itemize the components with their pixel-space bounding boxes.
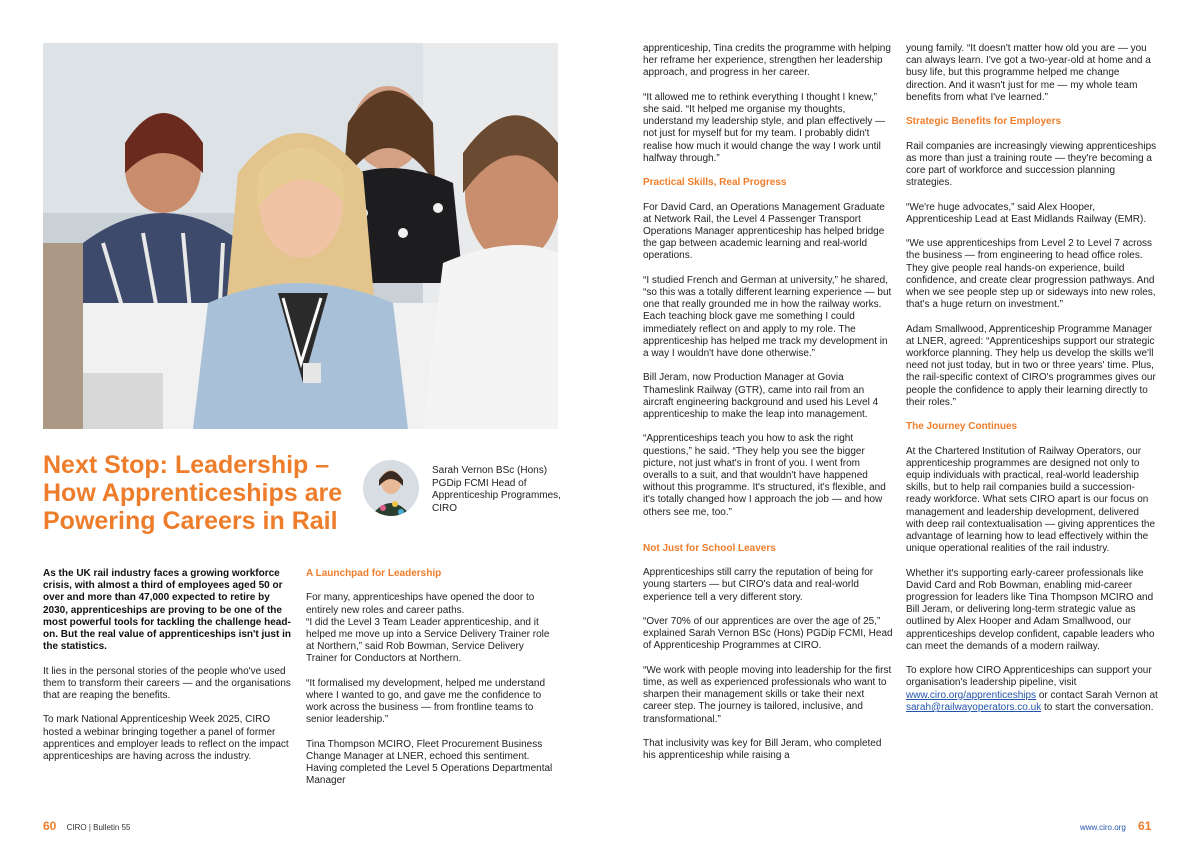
paragraph: For David Card, an Operations Management Graduate at Network Rail, the Level 4 Passenger Transport Operations Manager apprenticeship has helped bridge the gap between academic learning and real-world operations. bbox=[643, 201, 885, 262]
paragraph: Adam Smallwood, Apprenticeship Programme Manager at LNER, agreed: “Apprenticeships support our strategic workforce planning. They help us develop the skills we'll need not just today, but in two or three years' time. Plus, the rail-specific context of CIRO's programmes gives our people the confidence to apply their learning directly to their roles.” bbox=[906, 323, 1156, 408]
paragraph: For many, apprenticeships have opened the door to entirely new roles and career paths. bbox=[306, 592, 535, 616]
paragraph: “Apprenticeships teach you how to ask the right questions,” he said. “They help you see the bigger picture, not just what's in front of you. I went from overalls to a suit, and that wouldn't have happened without this programme. It's structured, it's flexible, and it's totally changed how I approach the job — and how others see me, too.” bbox=[643, 433, 886, 518]
paragraph: Whether it's supporting early-career professionals like David Card and Rob Bowman, enabling mid-career progression for leaders like Tina Thompson MCIRO and Bill Jeram, or delivering long-term strategic value as outlined by Alex Hooper and Adam Smallwood, our apprenticeships develop confident, capable leaders who can meet the demands of a modern railway. bbox=[906, 567, 1155, 652]
paragraph: Tina Thompson MCIRO, Fleet Procurement Business Change Manager at LNER, echoed this sentiment. Having completed the Level 5 Operations Departmental Manager bbox=[306, 738, 553, 787]
paragraph: “It formalised my development, helped me understand where I wanted to go, and gave me the confidence to work across the business — from frontline teams to senior leadership.” bbox=[306, 677, 546, 726]
paragraph: young family. “It doesn't matter how old you are — you can always learn. I've got a two-year-old at home and a busy life, but this programme helped me change direction. And it wasn't just for me — my whole team benefits from what I've learned.” bbox=[906, 43, 1151, 103]
section-heading: Practical Skills, Real Progress bbox=[643, 177, 787, 189]
column-3 bbox=[643, 43, 893, 775]
section-heading: A Launchpad for Leadership bbox=[306, 568, 442, 579]
paragraph: “It allowed me to rethink everything I thought I knew,” she said. “It helped me organise my thoughts, understand my leadership style, and plan effectively — not just for myself but for my team. I probably didn't realise how much it would change the way I work until halfway through.” bbox=[643, 91, 886, 164]
paragraph: “Over 70% of our apprentices are over the age of 25,” explained Sarah Vernon BSc (Hons) PGDip FCMI, Head of Apprenticeship Programmes at CIRO. bbox=[643, 616, 893, 652]
paragraph: It lies in the personal stories of the people who've used them to transform their careers — and the organisations that are reaping the benefits. bbox=[43, 665, 291, 702]
author-caption: Sarah Vernon BSc (Hons) PGDip FCMI Head of Apprenticeship Programmes, CIRO bbox=[432, 465, 561, 514]
paragraph: To mark National Apprenticeship Week 2025, CIRO hosted a webinar bringing together a panel of former apprentices and employer leads to reflect on the impact apprenticeships are having across the industry. bbox=[43, 714, 289, 763]
closing-paragraph bbox=[906, 665, 1158, 714]
page-number-right: 61 bbox=[1138, 819, 1152, 833]
section-heading: Strategic Benefits for Employers bbox=[906, 116, 1062, 128]
paragraph: At the Chartered Institution of Railway Operators, our apprenticeship programmes are designed not only to equip individuals with practical, real-world leadership skills, but to help rail companies build a succession-ready workforce. What sets CIRO apart is our focus on management and leadership development, delivered with deep rail contextualisation — giving apprentices the advantage of learning how to lead effectively within the unique operational realities of the rail industry. bbox=[906, 445, 1156, 555]
closing-text: to start the conversation. bbox=[1041, 701, 1154, 713]
intro-paragraph: As the UK rail industry faces a growing workforce crisis, with almost a third of employees aged 50 or over and more than 47,000 expected to retire by 2030, apprenticeships are proving to be one of the most powerful tools for tackling the challenge head-on. But the real value of apprenticeships isn't just in the statistics. bbox=[43, 568, 291, 653]
column-1 bbox=[43, 568, 295, 775]
paragraph: Bill Jeram, now Production Manager at Govia Thameslink Railway (GTR), came into rail from an aircraft engineering background and used his Level 4 apprenticeship to make the leap into management. bbox=[643, 372, 879, 421]
paragraph: apprenticeship, Tina credits the programme with helping her reframe her experience, strengthen her leadership approach, and progress in her career. bbox=[643, 43, 891, 79]
page-number-left: 60 bbox=[43, 819, 57, 833]
author-avatar bbox=[363, 460, 419, 516]
section-heading: Not Just for School Leavers bbox=[643, 542, 776, 554]
paragraph: “We're huge advocates,” said Alex Hooper, Apprenticeship Lead at East Midlands Railway (EMR). bbox=[906, 201, 1147, 225]
paragraph: That inclusivity was key for Bill Jeram, who completed his apprenticeship while raising a bbox=[643, 738, 882, 762]
footer-publication: CIRO | Bulletin 55 bbox=[66, 823, 131, 832]
email-link[interactable]: sarah@railwayoperators.co.uk bbox=[906, 701, 1042, 713]
classroom-photo bbox=[43, 43, 558, 429]
closing-text: To explore how CIRO Apprenticeships can support your organisation's leadership pipeline, visit bbox=[906, 665, 1152, 689]
hero-photo bbox=[43, 43, 558, 429]
column-2 bbox=[306, 568, 556, 800]
article-headline: Next Stop: Leadership – How Apprenticeships are Powering Careers in Rail bbox=[43, 451, 343, 535]
footer-url[interactable]: www.ciro.org bbox=[1080, 823, 1126, 832]
paragraph: Rail companies are increasingly viewing apprenticeships as more than just a training route — they're becoming a core part of workforce and succession planning strategies. bbox=[906, 140, 1157, 189]
author-portrait bbox=[363, 460, 419, 516]
apprenticeships-link[interactable]: www.ciro.org/apprenticeships bbox=[906, 689, 1037, 701]
paragraph: “We use apprenticeships from Level 2 to Level 7 across the business — from engineering to head office roles. They give people real hands-on experience, build confidence, and create clear progression pathways. And when we see people step up or sideways into new roles, that's a huge return on investment.” bbox=[906, 238, 1156, 311]
section-heading: The Journey Continues bbox=[906, 421, 1018, 433]
footer-left bbox=[43, 820, 130, 834]
paragraph: “I did the Level 3 Team Leader apprenticeship, and it helped me move up into a Service Delivery Trainer role at Northern,” said Rob Bowman, Service Delivery Trainer for Conductors at Northern. bbox=[306, 616, 550, 665]
paragraph: Apprenticeships still carry the reputation of being for young starters — but CIRO's data and real-world experience tell a very different story. bbox=[643, 567, 874, 603]
paragraph: “We work with people moving into leadership for the first time, as well as experienced professionals who want to sharpen their management skills or take their next career step. The journey is tailored, inclusive, and transformational.” bbox=[643, 664, 892, 725]
closing-text: or contact Sarah Vernon at bbox=[1036, 689, 1158, 701]
footer-right bbox=[1080, 820, 1151, 834]
column-4 bbox=[906, 43, 1158, 726]
paragraph: “I studied French and German at university,” he shared, “so this was a totally different learning experience — but one that really grounded me in how the railway works. Each teaching block gave me something I could immediately reflect on and apply to my role. The apprenticeship has helped me track my development in a way I wouldn't have done otherwise.” bbox=[643, 274, 892, 360]
